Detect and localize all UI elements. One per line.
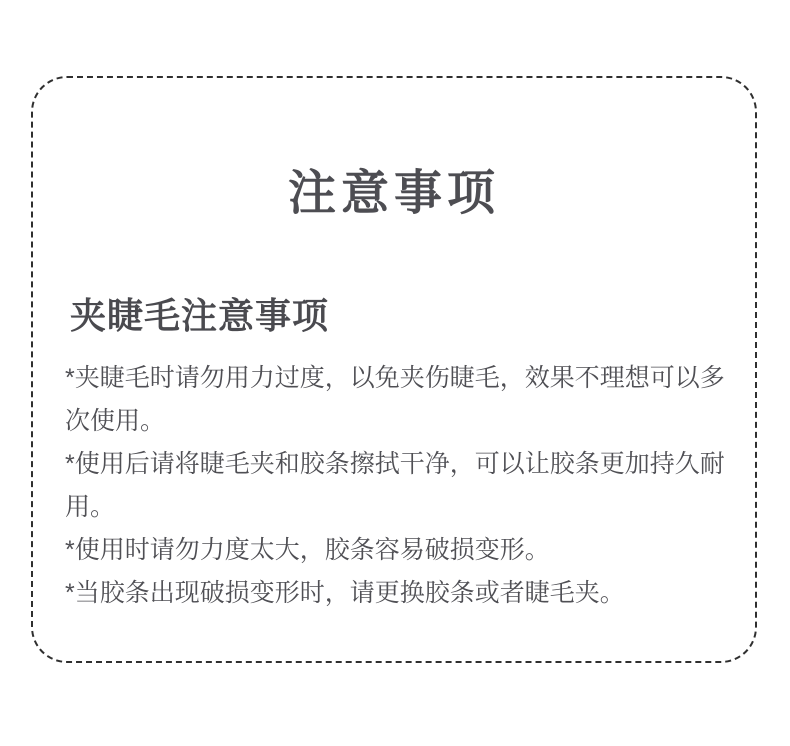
note-item: *夹睫毛时请勿用力过度，以免夹伤睫毛，效果不理想可以多次使用。 — [65, 364, 725, 435]
note-item: *使用后请将睫毛夹和胶条擦拭干净，可以让胶条更加持久耐用。 — [65, 450, 725, 521]
notice-card — [31, 76, 757, 663]
section-heading: 夹睫毛注意事项 — [70, 295, 330, 336]
note-item: *使用时请勿力度太大，胶条容易破损变形。 — [65, 536, 550, 564]
note-item: *当胶条出现破损变形时，请更换胶条或者睫毛夹。 — [65, 579, 625, 607]
notes-list — [65, 357, 733, 615]
page-title: 注意事项 — [287, 167, 500, 220]
